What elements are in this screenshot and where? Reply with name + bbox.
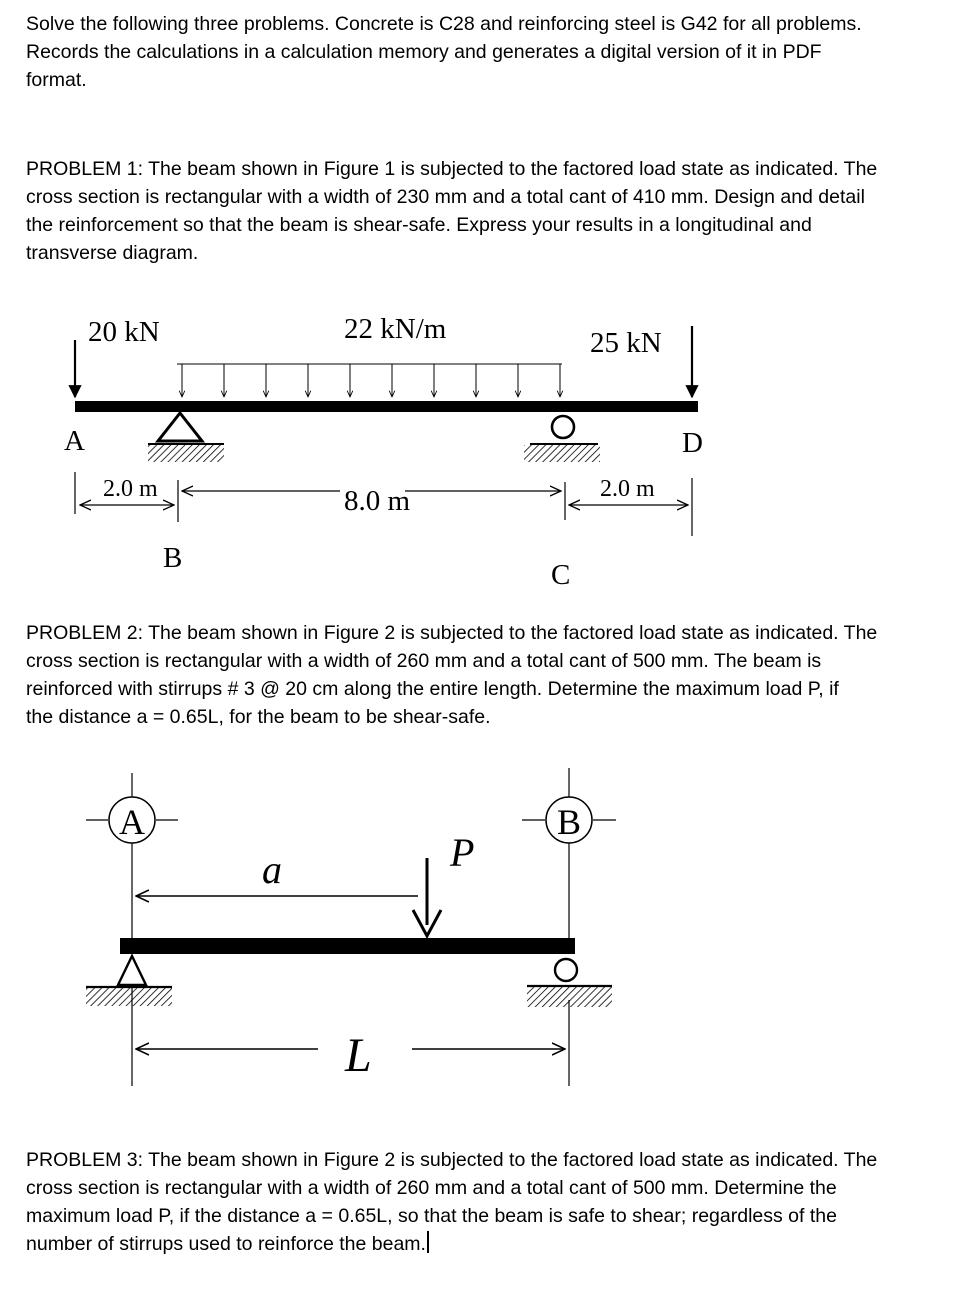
span-l-label: L [345, 1029, 372, 1082]
problem3-line: PROBLEM 3: The beam shown in Figure 2 is subjected to the factored load state as indicated. The [26, 1149, 878, 1171]
roller-support-c [524, 416, 600, 462]
grid-label-a: A [119, 802, 145, 842]
point-load-p-arrow [413, 858, 441, 936]
problem3-line: maximum load P, if the distance a = 0.65L, so that the beam is safe to shear; regardless of the [26, 1205, 837, 1227]
dim-right-label: 2.0 m [600, 476, 655, 502]
dim-left-label: 2.0 m [103, 476, 158, 502]
right-load-label: 25 kN [590, 327, 662, 359]
distributed-load-label: 22 kN/m [344, 313, 447, 345]
figure2-beam [120, 938, 575, 954]
problem2-paragraph [26, 619, 906, 731]
problem3-last-text: number of stirrups used to reinforce the beam. [26, 1233, 426, 1255]
label-a: A [64, 425, 85, 457]
problem2-line: cross section is rectangular with a width of 260 mm and a total cant of 500 mm. The beam is [26, 650, 822, 672]
problem1-line: transverse diagram. [26, 242, 199, 264]
grid-label-b: B [556, 802, 582, 842]
left-load-label: 20 kN [88, 316, 160, 348]
load-p-label: P [450, 830, 475, 875]
problem1-paragraph [26, 155, 906, 267]
intro-line: format. [26, 69, 87, 91]
intro-paragraph [26, 10, 906, 94]
label-b: B [163, 542, 183, 574]
figure1-beam-diagram [0, 300, 964, 600]
figure2-beam-diagram [0, 760, 964, 1100]
figure1-beam [75, 401, 698, 412]
dim-mid-label: 8.0 m [344, 485, 411, 517]
problem1-line: cross section is rectangular with a width of 230 mm and a total cant of 410 mm. Design and detail [26, 186, 865, 208]
label-c: C [551, 559, 571, 591]
intro-line: Solve the following three problems. Concrete is C28 and reinforcing steel is G42 for all problems. [26, 13, 862, 35]
problem1-line: PROBLEM 1: The beam shown in Figure 1 is subjected to the factored load state as indicated. The [26, 158, 878, 180]
text-cursor [427, 1231, 429, 1253]
problem3-paragraph [26, 1146, 906, 1258]
problem3-line: cross section is rectangular with a width of 260 mm and a total cant of 500 mm. Determine the [26, 1177, 837, 1199]
dim-a-label: a [262, 847, 282, 892]
problem2-line: the distance a = 0.65L, for the beam to be shear-safe. [26, 706, 491, 728]
roller-support-b [527, 959, 612, 1007]
distributed-load-arrows [177, 364, 562, 397]
pin-support-b [148, 413, 224, 462]
pin-support-a [86, 956, 172, 1006]
problem2-line: reinforced with stirrups # 3 @ 20 cm along the entire length. Determine the maximum load P, if [26, 678, 839, 700]
intro-line: Records the calculations in a calculation memory and generates a digital version of it in PDF [26, 41, 822, 63]
problem2-line: PROBLEM 2: The beam shown in Figure 2 is subjected to the factored load state as indicated. The [26, 622, 878, 644]
problem1-line: the reinforcement so that the beam is shear-safe. Express your results in a longitudinal and [26, 214, 812, 236]
label-d: D [682, 427, 703, 459]
problem3-line-last [26, 1230, 906, 1258]
